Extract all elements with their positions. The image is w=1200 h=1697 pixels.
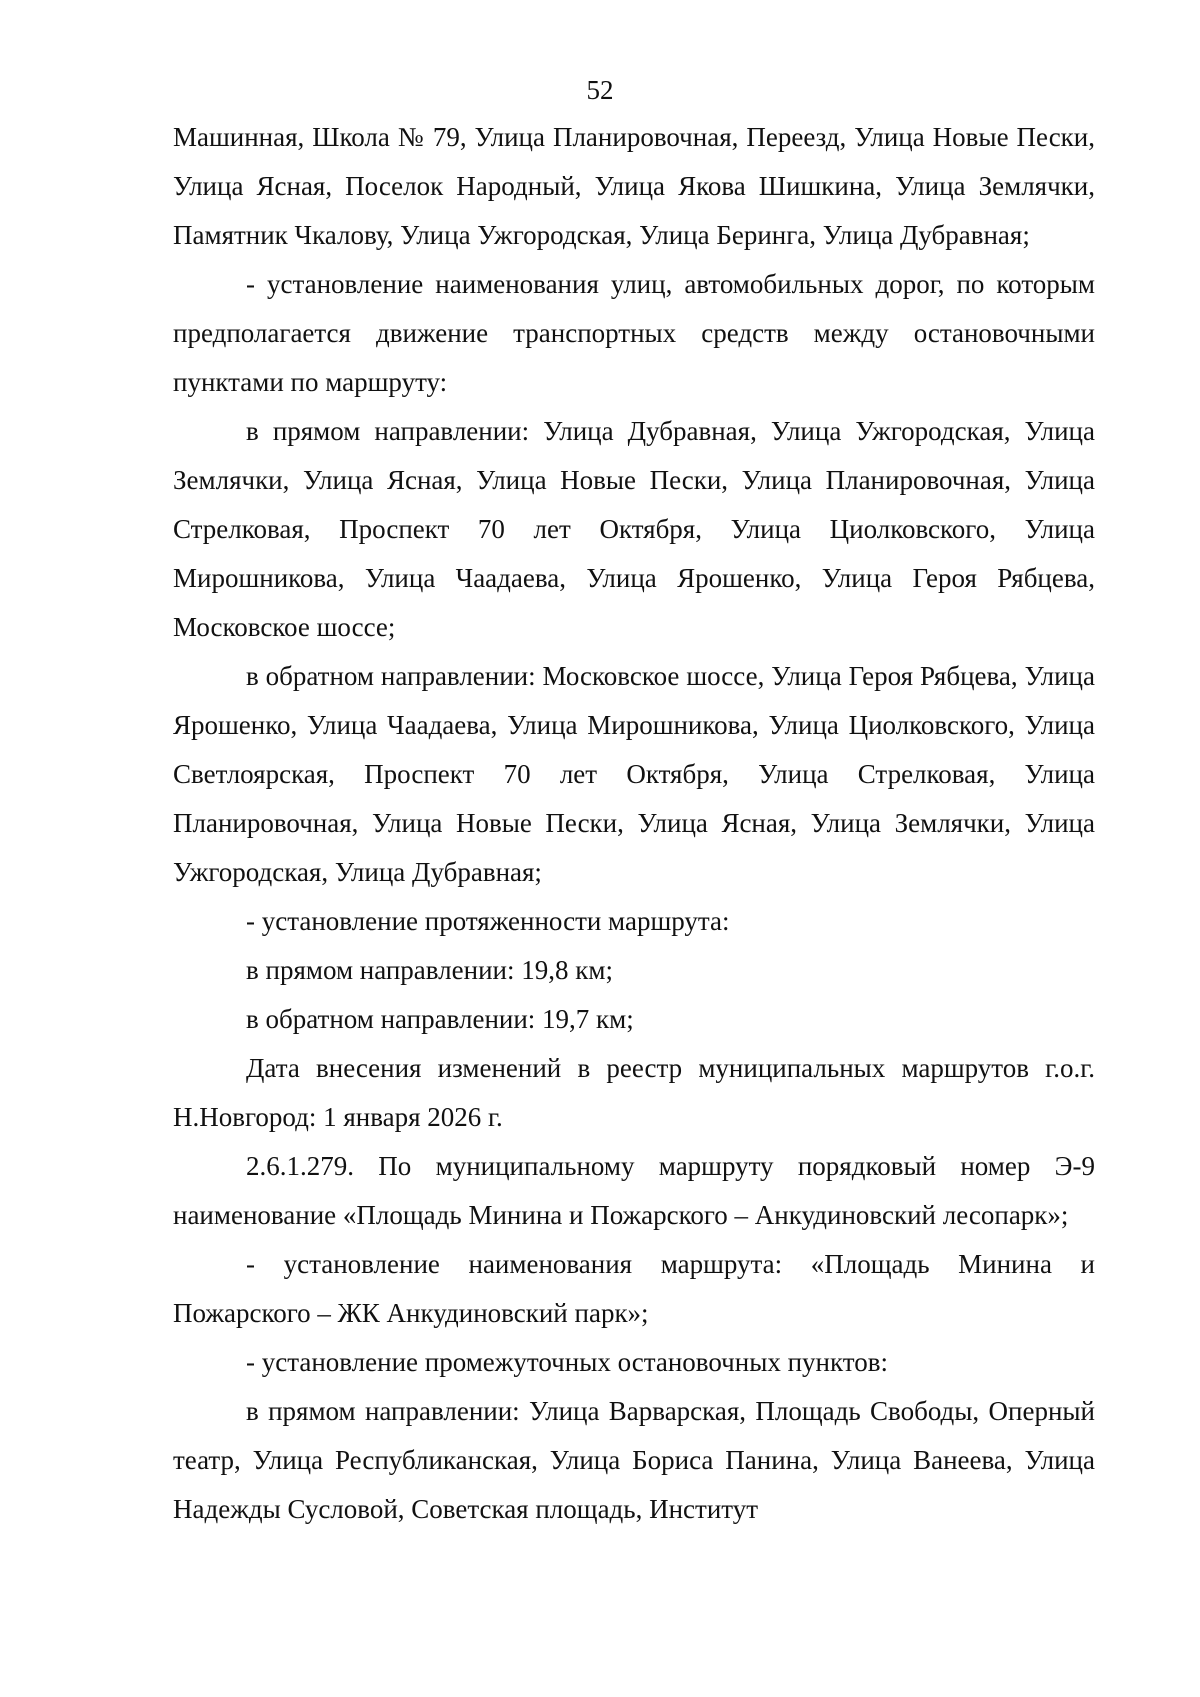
paragraph-forward-streets: в прямом направлении: Улица Дубравная, Улица Ужгородская, Улица Землячки, Улица Ясная, Улица Новые Пески, Улица Планировочная, Улица Стрелковая, Проспект 70 лет Октября, Улица Циолковского, Улица Мирошникова, Улица Чаадаева, Улица Ярошенко, Улица Героя Рябцева, Московское шоссе; <box>173 416 1095 642</box>
paragraph-forward-stops: в прямом направлении: Улица Варварская, Площадь Свободы, Оперный театр, Улица Республиканская, Улица Бориса Панина, Улица Ванеева, Улица Надежды Сусловой, Советская площадь, Институт <box>173 1396 1095 1524</box>
paragraph-forward-length: в прямом направлении: 19,8 км; <box>246 955 613 985</box>
paragraph-route-name: - установление наименования маршрута: «Площадь Минина и Пожарского – ЖК Анкудиновский парк»; <box>173 1249 1095 1328</box>
document-body <box>173 113 1095 1534</box>
paragraph-length-heading: - установление протяженности маршрута: <box>246 906 730 936</box>
paragraph-stops-heading: - установление промежуточных остановочных пунктов: <box>246 1347 888 1377</box>
paragraph-registry-date: Дата внесения изменений в реестр муниципальных маршрутов г.о.г. Н.Новгород: 1 января 2026 г. <box>173 1053 1095 1132</box>
paragraph-reverse-streets: в обратном направлении: Московское шоссе, Улица Героя Рябцева, Улица Ярошенко, Улица Чаадаева, Улица Мирошникова, Улица Циолковского, Улица Светлоярская, Проспект 70 лет Октября, Улица Стрелковая, Улица Планировочная, Улица Новые Пески, Улица Ясная, Улица Землячки, Улица Ужгородская, Улица Дубравная; <box>173 661 1095 887</box>
paragraph-reverse-length: в обратном направлении: 19,7 км; <box>246 1004 634 1034</box>
paragraph-street-names-heading: - установление наименования улиц, автомобильных дорог, по которым предполагается движение транспортных средств между остановочными пунктами по маршруту: <box>173 269 1095 397</box>
paragraph-route-section: 2.6.1.279. По муниципальному маршруту порядковый номер Э-9 наименование «Площадь Минина и Пожарского – Анкудиновский лесопарк»; <box>173 1151 1095 1230</box>
page-number: 52 <box>586 75 614 105</box>
paragraph-continued-stops: Машинная, Школа № 79, Улица Планировочная, Переезд, Улица Новые Пески, Улица Ясная, Поселок Народный, Улица Якова Шишкина, Улица Землячки, Памятник Чкалову, Улица Ужгородская, Улица Беринга, Улица Дубравная; <box>173 122 1095 250</box>
